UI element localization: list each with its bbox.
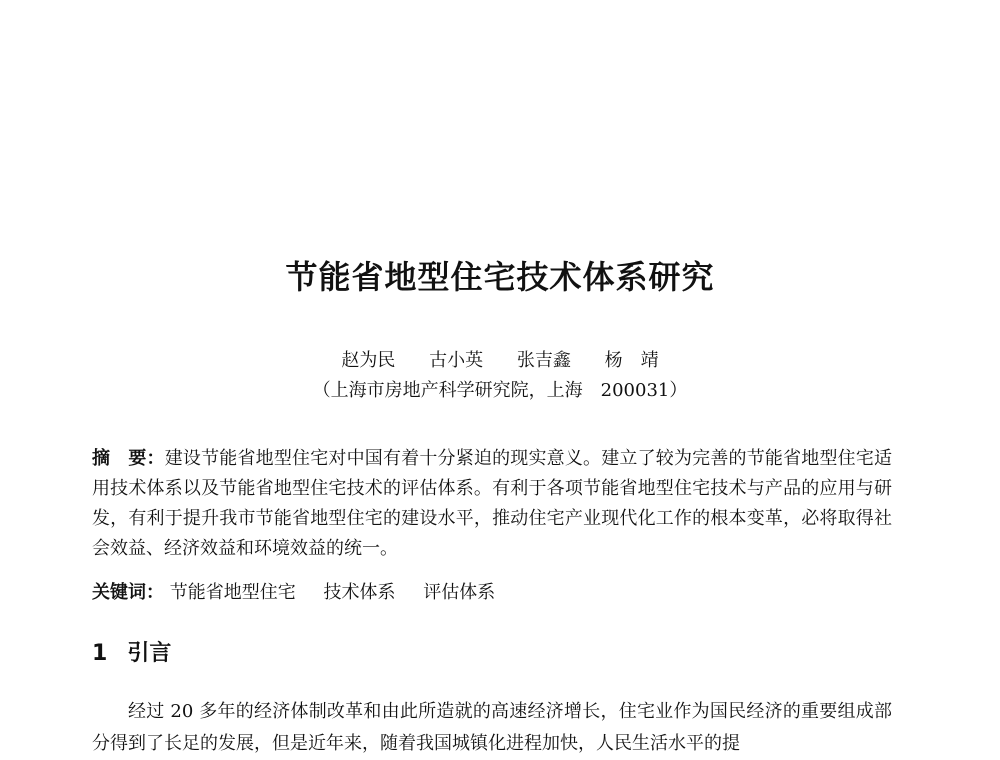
author-name: 张吉鑫 [516,350,571,371]
body-paragraph: 经过 20 多年的经济体制改革和由此所造就的高速经济增长，住宅业作为国民经济的重要组成部分得到了长足的发展，但是近年来，随着我国城镇化进程加快，人民生活水平的提 [92,701,892,754]
author-name: 赵为民 [341,350,396,371]
author-name: 古小英 [429,350,484,371]
keyword: 评估体系 [423,582,496,603]
keyword: 节能省地型住宅 [169,582,296,603]
keywords [92,578,517,604]
author-list [0,346,1000,372]
keyword: 技术体系 [323,582,396,603]
abstract-text: 建设节能省地型住宅对中国有着十分紧迫的现实意义。建立了较为完善的节能省地型住宅适用技术体系以及节能省地型住宅技术的评估体系。有利于各项节能省地型住宅技术与产品的应用与研发，有利于提升我市节能省地型住宅的建设水平，推动住宅产业现代化工作的根本变革，必将取得社会效益、经济效益和环境效益的统一。 [92,448,893,559]
section-heading [92,636,171,667]
abstract [92,444,892,564]
keywords-label: 关键词： [92,582,164,603]
section-number: 1 [92,641,108,666]
author-name: 杨 靖 [604,350,659,371]
abstract-label: 摘 要： [92,448,165,469]
paper-title: 节能省地型住宅技术体系研究 [285,258,715,296]
section-title: 引言 [127,641,172,666]
affiliation: （上海市房地产科学研究院，上海 200031） [312,380,688,401]
